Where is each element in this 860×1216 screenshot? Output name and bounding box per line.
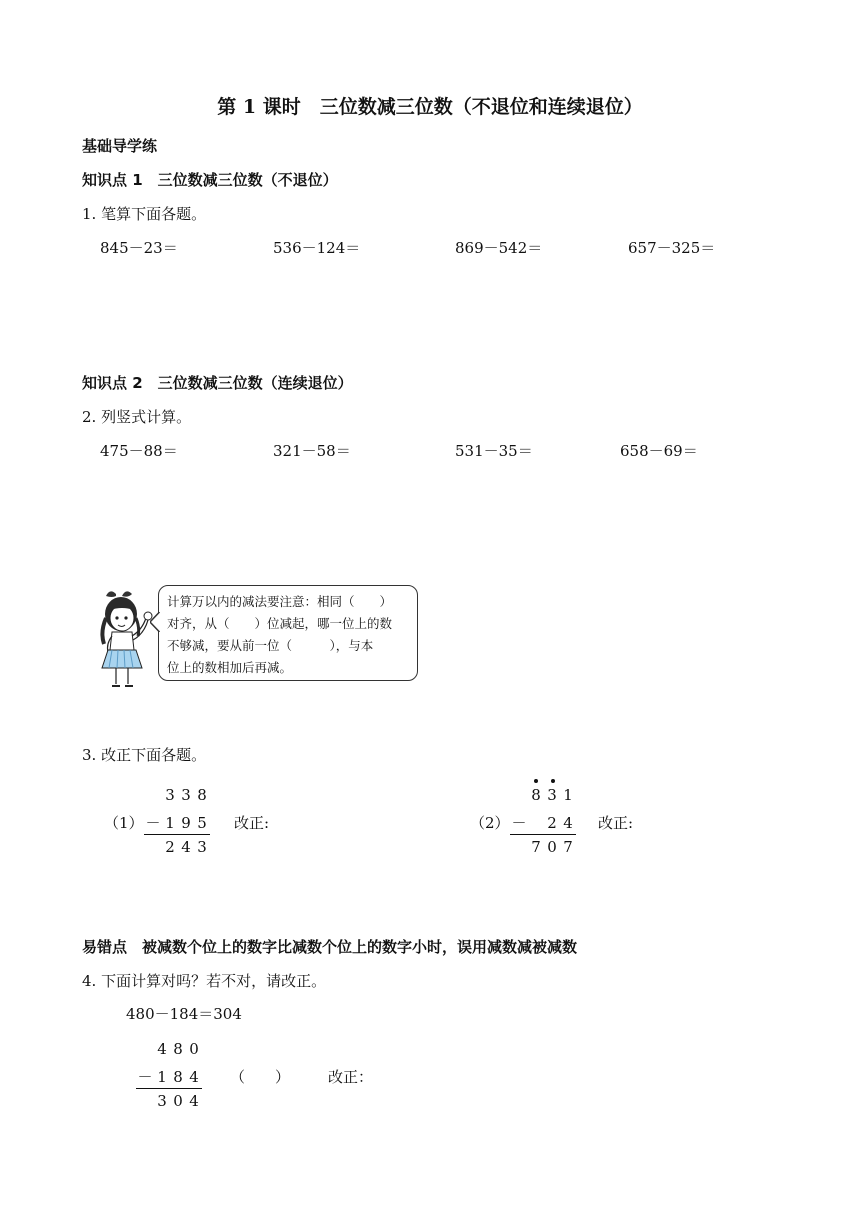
girl-illustration [92,588,156,690]
q4-minuend: 4 8 0 [157,1040,199,1058]
q2-problem-4: 658－69＝ [620,442,698,460]
borrow-dot [551,779,555,783]
q3-p1-minuend: 3 3 8 [165,786,207,804]
q3-p2-subtrahend: － 2 4 [510,812,576,835]
q3-text: 改正下面各题。 [101,746,207,764]
q3-p2-fix-label: 改正: [598,814,634,832]
q3-p1-subtrahend: － 1 9 5 [144,812,210,835]
error-point-heading: 易错点 被减数个位上的数字比减数个位上的数字小时，误用减数减被减数 [82,938,578,956]
q4-subtrahend: － 1 8 4 [136,1066,202,1089]
q3-question [82,744,206,765]
q4-difference: 3 0 4 [157,1092,199,1110]
bubble-line-2: 对齐，从（ ）位减起，哪一位上的数 [167,616,393,631]
bubble-line-1: 计算万以内的减法要注意：相同（ ） [167,594,393,609]
q2-problem-3: 531－35＝ [455,442,533,460]
q2-problem-2: 321－58＝ [273,442,351,460]
q1-problem-1: 845－23＝ [100,239,178,257]
q2-problem-1: 475－88＝ [100,442,178,460]
bubble-line-4: 位上的数相加后再减。 [167,660,293,675]
q4-judge-blank[interactable]: （ ） [230,1068,291,1086]
section-heading: 基础导学练 [82,137,158,155]
q3-p1-difference: 2 4 3 [165,838,207,856]
q3-number: 3. [82,746,97,764]
q1-problem-2: 536－124＝ [273,239,361,257]
q4-text: 下面计算对吗？若不对，请改正。 [101,972,327,990]
page-title: 第 1 课时 三位数减三位数（不退位和连续退位） [217,96,643,118]
bubble-line-3: 不够减，要从前一位（ ），与本 [167,638,374,653]
q1-problem-3: 869－542＝ [455,239,543,257]
borrow-dot [534,779,538,783]
q3-p2-label: （2） [470,814,510,832]
q3-p2-minuend: 8 3 1 [531,786,573,804]
q2-number: 2. [82,408,97,426]
q1-question [82,203,206,224]
q3-p1-label: （1） [104,814,144,832]
q4-question [82,970,326,991]
kp2-heading: 知识点 2 三位数减三位数（连续退位） [82,374,353,392]
q1-text: 笔算下面各题。 [101,205,207,223]
q3-p2-difference: 7 0 7 [531,838,573,856]
q4-equation: 480－184＝304 [126,1005,242,1023]
kp1-heading: 知识点 1 三位数减三位数（不退位） [82,171,338,189]
q1-number: 1. [82,205,97,223]
q3-p1-fix-label: 改正: [234,814,270,832]
speech-bubble-tail [150,612,162,632]
q4-number: 4. [82,972,97,990]
q1-problem-4: 657－325＝ [628,239,716,257]
q4-fix-label: 改正： [328,1068,374,1086]
q2-text: 列竖式计算。 [101,408,192,426]
q2-question [82,406,191,427]
